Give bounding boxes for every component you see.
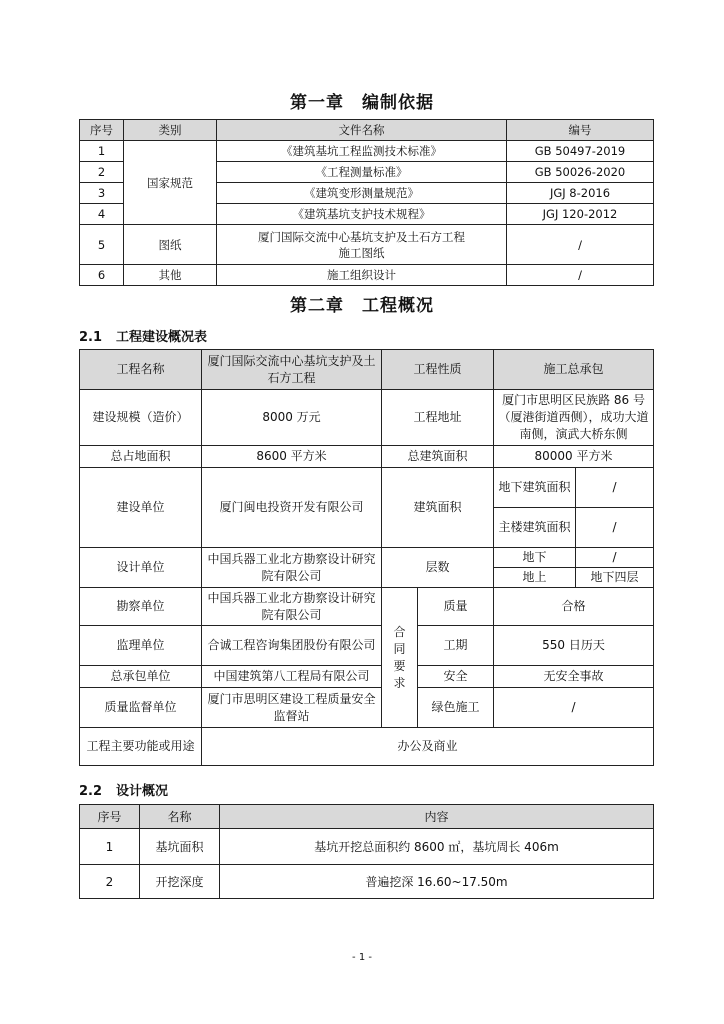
basis-table — [79, 119, 654, 286]
project-nature-value: 施工总承包 — [494, 350, 654, 390]
address-label: 工程地址 — [382, 390, 494, 446]
design-label: 设计单位 — [80, 548, 202, 588]
contract-label: 合同要求 — [382, 588, 418, 728]
safety-value: 无安全事故 — [494, 666, 654, 688]
design-table — [79, 804, 654, 899]
document-name: 《建筑基坑支护技术规程》 — [217, 204, 507, 225]
table-row — [80, 390, 654, 446]
main-area-label: 主楼建筑面积 — [494, 508, 576, 548]
supervision-value: 合诚工程咨询集团股份有限公司 — [202, 626, 382, 666]
total-build-area-label: 总建筑面积 — [382, 446, 494, 468]
header-cell: 内容 — [220, 805, 654, 829]
document-name-line2: 施工图纸 — [338, 245, 385, 260]
design-value: 中国兵器工业北方勘察设计研究院有限公司 — [202, 548, 382, 588]
table-header-row — [80, 805, 654, 829]
document-name: 《建筑基坑工程监测技术标准》 — [217, 141, 507, 162]
address-value: 厦门市思明区民族路 86 号（厦港街道西侧），成功大道南侧，演武大桥东侧 — [494, 390, 654, 446]
table-row — [80, 865, 654, 899]
floors-under-value: / — [576, 548, 654, 568]
quality-label: 质量 — [418, 588, 494, 626]
floors-above-label: 地上 — [494, 568, 576, 588]
floors-label: 层数 — [382, 548, 494, 588]
table-row — [80, 468, 654, 508]
section-2-2-number: 2.2 — [79, 784, 103, 799]
category-other: 其他 — [124, 265, 217, 286]
chapter-2-number: 第二章 — [290, 296, 344, 316]
floors-above-value: 地下四层 — [576, 568, 654, 588]
scale-value: 8000 万元 — [202, 390, 382, 446]
overview-table — [79, 349, 654, 766]
project-nature-label: 工程性质 — [382, 350, 494, 390]
section-2-1-number: 2.1 — [79, 330, 103, 345]
row-number: 3 — [80, 183, 124, 204]
land-area-label: 总占地面积 — [80, 446, 202, 468]
table-row — [80, 626, 654, 666]
page-number: - 1 - — [352, 952, 372, 963]
category-national: 国家规范 — [124, 141, 217, 225]
header-cell: 序号 — [80, 805, 140, 829]
quality-value: 合格 — [494, 588, 654, 626]
quality-supervision-value: 厦门市思明区建设工程质量安全监督站 — [202, 688, 382, 728]
section-2-1-heading — [79, 326, 207, 345]
document-code: JGJ 8-2016 — [507, 183, 654, 204]
green-value: / — [494, 688, 654, 728]
total-build-area-value: 80000 平方米 — [494, 446, 654, 468]
row-number: 1 — [80, 141, 124, 162]
header-cell: 类别 — [124, 120, 217, 141]
row-number: 6 — [80, 265, 124, 286]
document-name-line1: 厦门国际交流中心基坑支护及土石方工程 — [258, 229, 465, 244]
green-label: 绿色施工 — [418, 688, 494, 728]
table-row — [80, 350, 654, 390]
owner-label: 建设单位 — [80, 468, 202, 548]
design-item-content: 基坑开挖总面积约 8600 ㎡，基坑周长 406m — [220, 829, 654, 865]
period-label: 工期 — [418, 626, 494, 666]
design-item-content: 普遍挖深 16.60~17.50m — [220, 865, 654, 899]
design-item-name: 基坑面积 — [140, 829, 220, 865]
table-row — [80, 829, 654, 865]
section-2-2-heading — [79, 780, 168, 799]
quality-supervision-label: 质量监督单位 — [80, 688, 202, 728]
chapter-2-heading — [0, 291, 724, 316]
document-code: GB 50497-2019 — [507, 141, 654, 162]
document-code: GB 50026-2020 — [507, 162, 654, 183]
document-name: 《工程测量标准》 — [217, 162, 507, 183]
supervision-label: 监理单位 — [80, 626, 202, 666]
contractor-label: 总承包单位 — [80, 666, 202, 688]
safety-label: 安全 — [418, 666, 494, 688]
header-cell: 序号 — [80, 120, 124, 141]
function-value: 办公及商业 — [202, 728, 654, 766]
header-cell: 名称 — [140, 805, 220, 829]
table-row — [80, 225, 654, 265]
table-row — [80, 446, 654, 468]
table-row — [80, 548, 654, 568]
main-area-value: / — [576, 508, 654, 548]
underground-area-value: / — [576, 468, 654, 508]
document-code: JGJ 120-2012 — [507, 204, 654, 225]
row-number: 4 — [80, 204, 124, 225]
header-cell: 编号 — [507, 120, 654, 141]
row-number: 1 — [80, 829, 140, 865]
owner-value: 厦门闽电投资开发有限公司 — [202, 468, 382, 548]
table-row — [80, 141, 654, 162]
table-row — [80, 688, 654, 728]
document-code: / — [507, 225, 654, 265]
section-2-1-title: 工程建设概况表 — [116, 330, 208, 345]
function-label: 工程主要功能或用途 — [80, 728, 202, 766]
design-item-name: 开挖深度 — [140, 865, 220, 899]
project-name-label: 工程名称 — [80, 350, 202, 390]
chapter-1-heading — [0, 88, 724, 113]
chapter-1-number: 第一章 — [290, 93, 344, 113]
table-row — [80, 666, 654, 688]
table-row — [80, 265, 654, 286]
table-row — [80, 588, 654, 626]
survey-value: 中国兵器工业北方勘察设计研究院有限公司 — [202, 588, 382, 626]
survey-label: 勘察单位 — [80, 588, 202, 626]
row-number: 5 — [80, 225, 124, 265]
chapter-1-title: 编制依据 — [362, 93, 434, 113]
row-number: 2 — [80, 162, 124, 183]
build-area-label: 建筑面积 — [382, 468, 494, 548]
period-value: 550 日历天 — [494, 626, 654, 666]
document-code: / — [507, 265, 654, 286]
land-area-value: 8600 平方米 — [202, 446, 382, 468]
document-name: 施工组织设计 — [217, 265, 507, 286]
chapter-2-title: 工程概况 — [362, 296, 434, 316]
row-number: 2 — [80, 865, 140, 899]
contractor-value: 中国建筑第八工程局有限公司 — [202, 666, 382, 688]
project-name-value: 厦门国际交流中心基坑支护及土石方工程 — [202, 350, 382, 390]
category-drawings: 图纸 — [124, 225, 217, 265]
table-header-row — [80, 120, 654, 141]
underground-area-label: 地下建筑面积 — [494, 468, 576, 508]
document-name: 《建筑变形测量规范》 — [217, 183, 507, 204]
section-2-2-title: 设计概况 — [116, 784, 169, 799]
scale-label: 建设规模（造价） — [80, 390, 202, 446]
floors-under-label: 地下 — [494, 548, 576, 568]
table-row — [80, 728, 654, 766]
header-cell: 文件名称 — [217, 120, 507, 141]
document-name — [217, 225, 507, 265]
